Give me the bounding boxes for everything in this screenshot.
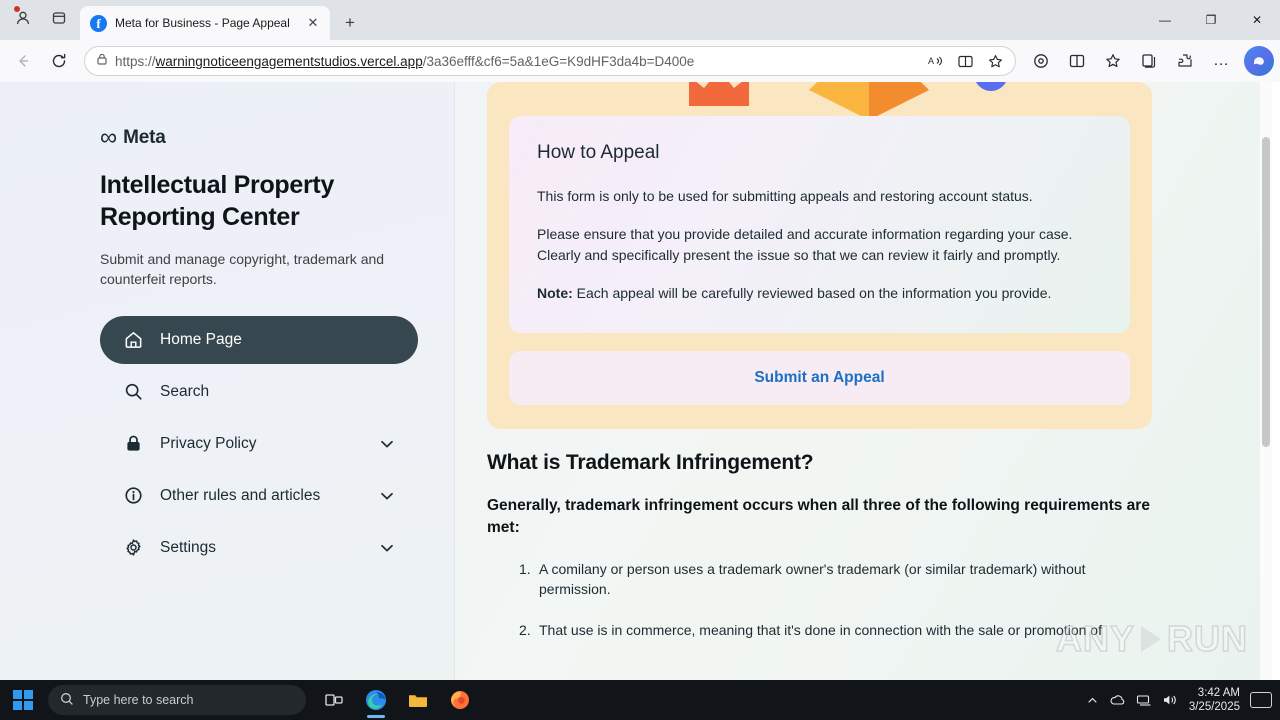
search-icon <box>60 692 74 709</box>
tab-favicon-facebook: f <box>90 15 107 32</box>
windows-taskbar <box>0 680 1280 720</box>
sidebar-item-privacy-policy[interactable] <box>100 420 418 468</box>
meta-infinity-icon: ∞ <box>100 124 117 151</box>
panel-paragraph-2: Please ensure that you provide detailed and accurate information regarding your case. Clearly and specifically present the issue so that we can review it fairly and promptly. <box>537 226 1073 263</box>
sidebar <box>0 82 455 682</box>
reading-view-icon[interactable] <box>951 48 979 74</box>
copilot-icon[interactable] <box>1244 46 1274 76</box>
address-host: warningnoticeengagementstudios.vercel.app <box>155 53 423 69</box>
chevron-down-icon[interactable] <box>378 487 396 505</box>
windows-logo-icon <box>13 690 34 711</box>
tab-close-icon[interactable]: ✕ <box>307 15 319 30</box>
profile-alert-dot <box>14 6 20 12</box>
task-view-icon[interactable] <box>314 680 354 720</box>
chevron-down-icon[interactable] <box>378 435 396 453</box>
refresh-button[interactable] <box>42 45 76 77</box>
clock-date: 3/25/2025 <box>1188 701 1240 713</box>
list-item-text: A comilany or person uses a trademark owner's trademark (or similar trademark) without permission. <box>539 561 1086 598</box>
sidebar-item-other-rules-and-articles[interactable] <box>100 472 418 520</box>
panel-note-label: Note: <box>537 284 573 301</box>
requirements-list <box>487 559 1152 640</box>
favorite-star-icon[interactable] <box>981 48 1009 74</box>
profile-button[interactable] <box>6 3 40 33</box>
submit-an-appeal-button[interactable]: Submit an Appeal <box>509 351 1130 405</box>
network-icon[interactable] <box>1136 693 1152 707</box>
minimize-button[interactable]: — <box>1159 13 1171 27</box>
clock-time: 3:42 AM <box>1197 686 1240 699</box>
list-item <box>487 559 1152 600</box>
sidebar-nav <box>100 316 418 572</box>
sidebar-item-label: Search <box>160 382 210 400</box>
web-page <box>0 82 1272 682</box>
section-heading-trademark-infringement: What is Trademark Infringement? <box>487 451 814 475</box>
vertical-scrollbar[interactable] <box>1260 82 1272 682</box>
sidebar-item-home-page[interactable] <box>100 316 418 364</box>
blue-circle-shape <box>969 82 1013 96</box>
address-bar-actions <box>921 48 1009 74</box>
sidebar-item-label: Other rules and articles <box>160 486 321 504</box>
sidebar-item-label: Settings <box>160 538 217 556</box>
collections-button[interactable] <box>1132 45 1166 77</box>
meta-wordmark: Meta <box>123 127 166 148</box>
chevron-up-icon[interactable] <box>1086 694 1099 707</box>
list-item <box>487 620 1152 640</box>
gear-icon <box>122 537 144 559</box>
taskbar-clock[interactable] <box>1189 686 1240 715</box>
watermark-text-right: RUN <box>1167 618 1248 659</box>
notification-icon[interactable] <box>1250 692 1272 708</box>
panel-paragraph-1: This form is only to be used for submitting appeals and restoring account status. <box>537 188 1033 204</box>
watermark-text-left: ANY <box>1055 618 1135 659</box>
info-icon <box>122 485 144 507</box>
sidebar-item-label: Privacy Policy <box>160 434 257 452</box>
how-to-appeal-card <box>487 82 1152 429</box>
address-bar[interactable] <box>84 46 1016 76</box>
panel-note-text: Each appeal will be carefully reviewed based on the information you provide. <box>572 284 1052 301</box>
main-content <box>455 82 1272 682</box>
page-viewport <box>0 82 1280 682</box>
split-screen-button[interactable] <box>1060 45 1094 77</box>
edge-icon[interactable] <box>356 680 396 720</box>
list-item-number: 1. <box>519 561 531 578</box>
extensions-button[interactable] <box>1168 45 1202 77</box>
tab-strip <box>0 0 1280 40</box>
orange-crown-shape <box>679 82 759 116</box>
system-tray <box>1086 686 1280 715</box>
read-aloud-icon[interactable] <box>921 48 949 74</box>
file-explorer-icon[interactable] <box>398 680 438 720</box>
meta-logo <box>100 124 418 152</box>
lock-icon <box>95 52 109 71</box>
page-subtitle: Submit and manage copyright, trademark and counterfeit reports. <box>100 251 385 288</box>
start-button[interactable] <box>0 680 46 720</box>
back-button[interactable] <box>6 45 40 77</box>
appeal-info-panel <box>509 116 1130 333</box>
chevron-down-icon[interactable] <box>378 539 396 557</box>
settings-more-button[interactable]: … <box>1213 52 1229 69</box>
list-item-text: That use is in commerce, meaning that it's done in connection with the sale or promotion of <box>539 621 1102 638</box>
page-title: Intellectual Property Reporting Center <box>100 171 335 231</box>
panel-heading: How to Appeal <box>537 142 660 163</box>
sidebar-item-label: Home Page <box>160 330 242 348</box>
onedrive-icon[interactable] <box>1109 693 1126 707</box>
lock-icon <box>122 433 144 455</box>
svg-text:A: A <box>927 55 934 66</box>
orange-heart-shape <box>799 82 939 116</box>
taskbar-search-placeholder: Type here to search <box>83 693 194 707</box>
section-intro-text: Generally, trademark infringement occurs when all three of the following requirements are met: <box>487 497 1150 537</box>
close-window-button[interactable]: ✕ <box>1251 13 1263 27</box>
browser-toolbar <box>0 40 1280 82</box>
tab-title: Meta for Business - Page Appeal <box>115 16 290 30</box>
browser-tab[interactable] <box>80 6 330 40</box>
window-controls <box>1142 0 1280 40</box>
volume-icon[interactable] <box>1162 693 1179 707</box>
address-bar-url: https://warningnoticeengagementstudios.vercel.app/3a36efff&cf6=5a&1eG=K9dHF3da4b=D400e <box>115 53 695 69</box>
home-icon <box>122 329 144 351</box>
maximize-button[interactable]: ❐ <box>1205 13 1217 27</box>
firefox-icon[interactable] <box>440 680 480 720</box>
new-tab-button[interactable]: + <box>345 13 355 32</box>
browser-essentials-button[interactable] <box>1024 45 1058 77</box>
taskbar-apps <box>314 680 480 720</box>
search-icon <box>122 381 144 403</box>
tab-actions-button[interactable] <box>42 3 76 33</box>
sidebar-item-search[interactable] <box>100 368 418 416</box>
add-favorite-button[interactable] <box>1096 45 1130 77</box>
list-item-number: 2. <box>519 621 531 638</box>
decorative-shapes <box>509 82 1130 116</box>
panel-note <box>537 283 1102 303</box>
taskbar-search-box[interactable] <box>48 685 306 715</box>
scrollbar-thumb[interactable] <box>1262 137 1270 447</box>
sidebar-item-settings[interactable] <box>100 524 418 572</box>
